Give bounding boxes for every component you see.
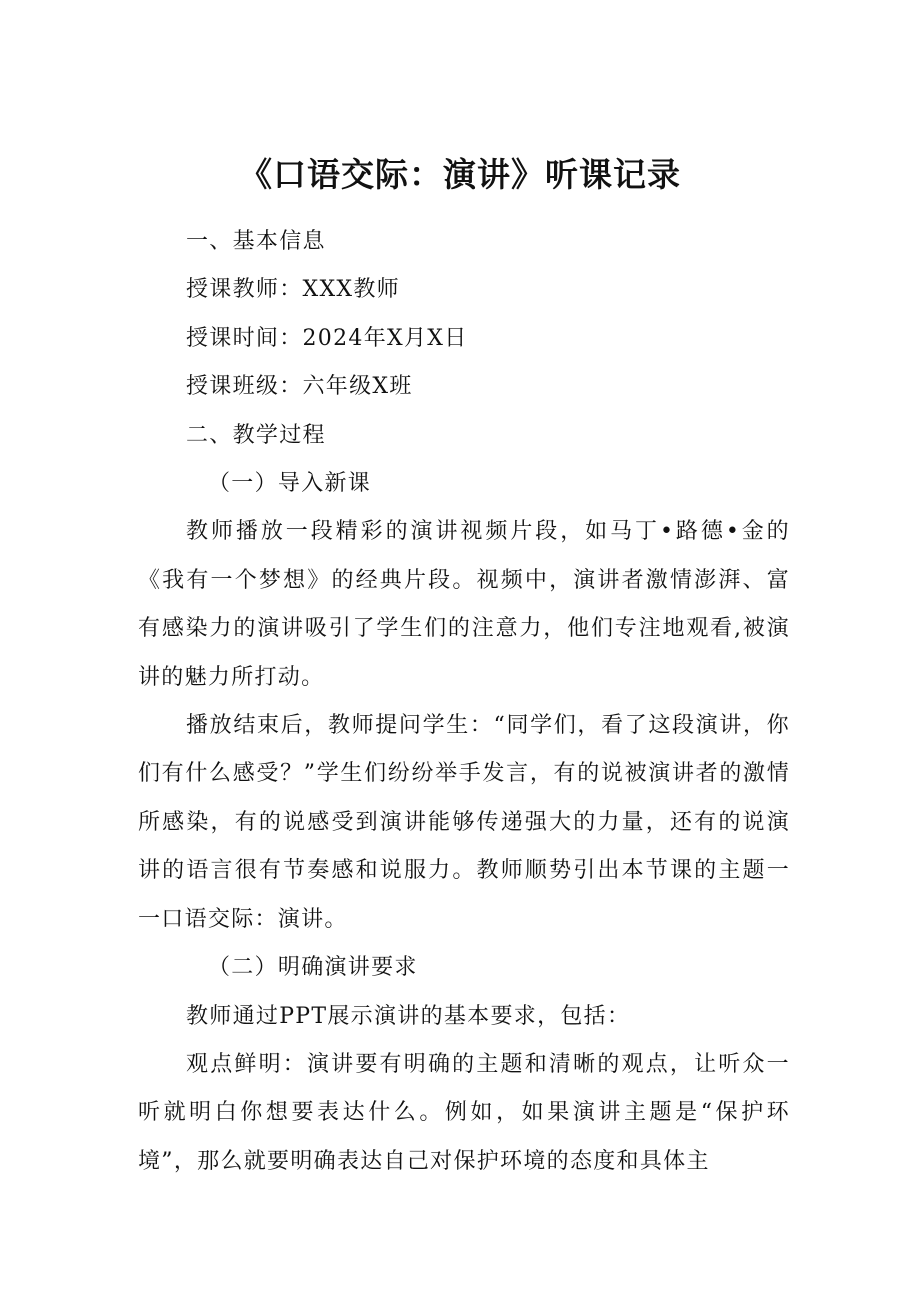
section-heading-basic-info: 一、基本信息	[186, 229, 326, 254]
teacher-info: 授课教师：XXX教师	[186, 277, 400, 303]
paragraph-clear-viewpoint: 观点鲜明：演讲要有明确的主题和清晰的观点，让听众一听就明白你想要表达什么。例如，如果演讲主题是“保护环境”，那么就要明确表达自己对保护环境的态度和具体主	[138, 1051, 790, 1174]
paragraph-discussion: 播放结束后，教师提问学生：“同学们，看了这段演讲，你们有什么感受？”学生们纷纷举手发言，有的说被演讲者的激情所感染，有的说感受到演讲能够传递强大的力量，还有的说演讲的语言很有节奏感和说服力。教师顺势引出本节课的主题一一口语交际：演讲。	[138, 713, 790, 932]
class-info: 授课班级：六年级X班	[186, 374, 413, 400]
document-body	[138, 218, 790, 1186]
subsection-heading-intro: （一）导入新课	[208, 471, 372, 497]
section-heading-teaching-process: 二、教学过程	[186, 422, 326, 448]
subsection-heading-requirements: （二）明确演讲要求	[208, 955, 418, 981]
page-title: 《口语交际：演讲》听课记录	[239, 155, 681, 195]
time-info: 授课时间：2024年X月X日	[186, 325, 468, 351]
paragraph-video-intro: 教师播放一段精彩的演讲视频片段，如马丁•路德•金的《我有一个梦想》的经典片段。视频中，演讲者激情澎湃、富有感染力的演讲吸引了学生们的注意力，他们专注地观看,被演讲的魅力所打动。	[138, 519, 790, 690]
paragraph-ppt-requirements: 教师通过PPT展示演讲的基本要求，包括：	[186, 1003, 631, 1029]
